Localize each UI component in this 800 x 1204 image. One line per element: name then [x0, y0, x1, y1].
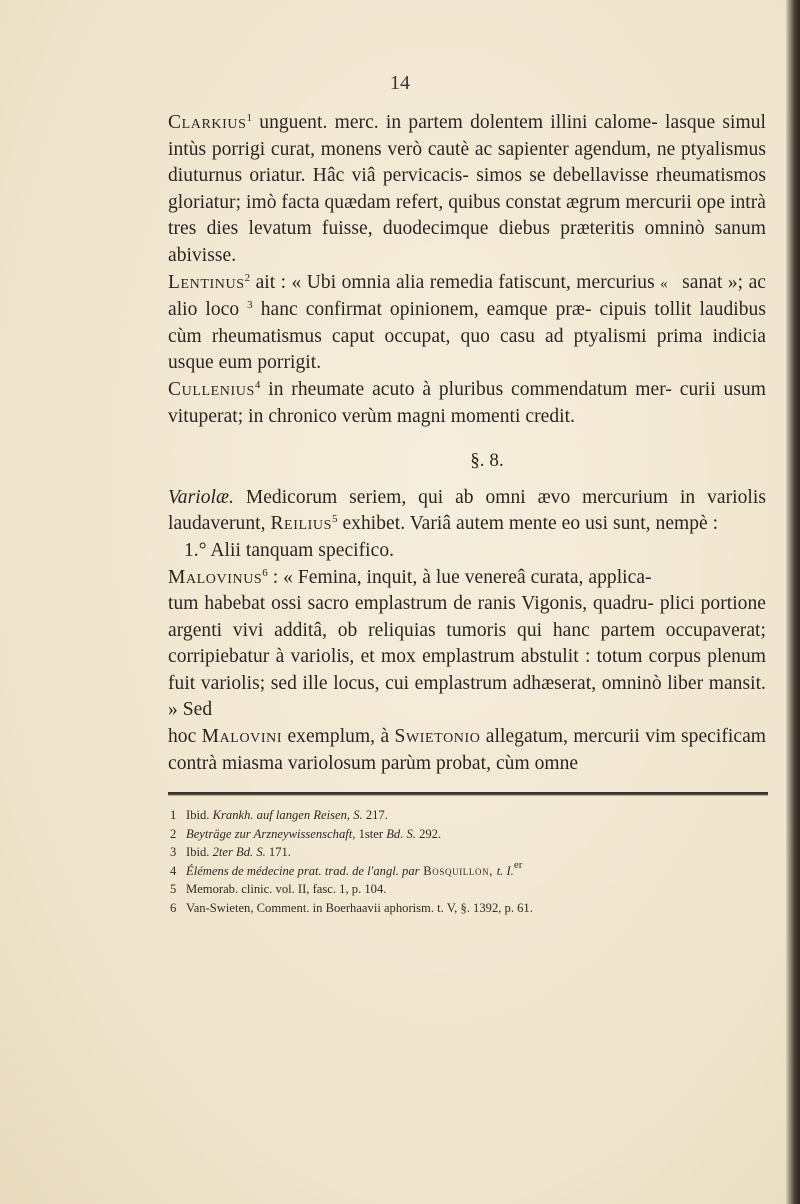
text-line: hanc confirmat opinionem, eamque præ-: [252, 299, 592, 321]
footnotes: [170, 806, 770, 918]
footnote-title: Beyträge zur Arzneywissenschaft: [186, 826, 353, 841]
footnote-text: er: [513, 858, 523, 871]
author-name: Reilius: [270, 513, 332, 535]
footnote-text: 171.: [265, 845, 291, 860]
footnote-text: Van-Swieten, Comment. in Boerhaavii aphorism. t. V, §. 1392, p. 61.: [186, 900, 533, 915]
section-keyword: Variolæ.: [168, 486, 234, 508]
footnote: [170, 858, 770, 881]
text-line: unguent. merc. in partem dolentem illini calome-: [252, 112, 658, 133]
author-name: Malovinus: [168, 566, 263, 588]
footnote-text: ,: [346, 808, 354, 822]
footnote-text: 292.: [415, 826, 442, 841]
paragraph-cullenius: [168, 377, 766, 430]
text-line: sanat »; ac alio loco: [168, 271, 766, 321]
text-line: usi sunt, nempè :: [585, 513, 719, 535]
text-line: exhibet. Variâ autem mente eo: [337, 513, 581, 535]
author-name: Swietonio: [394, 726, 481, 748]
section-heading: §. 8.: [470, 450, 504, 472]
footnote-ref-italic: Bd. S.: [386, 826, 416, 841]
footnote-number: 1: [170, 808, 177, 822]
paragraph-variolae: [168, 485, 766, 538]
page-edge-shadow: [786, 0, 800, 1204]
footnote-ref: 2: [244, 271, 251, 284]
footnote-text: Bosquillon,: [419, 863, 497, 878]
paragraph-clarkius: [168, 110, 766, 270]
footnote-ref: 4: [254, 378, 261, 391]
text-line: emplastrum abstulit : totum corpus plenum fuit variolis; sed ille: [168, 646, 766, 694]
footnote-ref: 3: [247, 299, 253, 312]
footnote-number: 2: [170, 826, 177, 841]
footnote-ref-italic: t. I.: [496, 863, 514, 878]
author-name: Clarkius: [168, 112, 247, 133]
list-item: 1.° Alii tanquam specifico.: [184, 539, 395, 561]
footnote-ref: 6: [262, 566, 268, 579]
footnote-ref: 1: [246, 112, 253, 124]
text-line: fuisse, duodecimque diebus præteritis omninò sanum abivisse.: [168, 218, 766, 266]
paragraph-swietonio: [168, 724, 766, 777]
text-line: plici portione argenti vivi additâ, ob reliquias tumoris qui: [168, 593, 766, 641]
footnote-number: 4: [170, 863, 177, 878]
text-line: variolis laudaverunt,: [168, 486, 766, 535]
footnote-title: Élémens de médecine prat. trad. de l'angl. par: [186, 863, 420, 878]
footnote-text: Ibid.: [186, 845, 213, 860]
quote-mark: «: [660, 275, 668, 292]
text-line: specificam contrà miasma variolosum parùm probat, cùm omne: [168, 726, 766, 774]
page-number: 14: [390, 72, 410, 94]
footnote-text: 217.: [362, 808, 388, 822]
text-line: lasque simul intùs porrigi curat, monens verò cautè ac sapienter: [168, 112, 766, 160]
footnote: [170, 806, 770, 825]
text-line: cipuis tollit laudibus cùm rheumatismus caput occupat, quo casu: [168, 299, 766, 347]
main-text: [168, 110, 766, 777]
text-line: locus, cui emplastrum adhæserat, omninò liber mansit. » Sed: [168, 672, 766, 721]
footnote-text: , 1ster: [352, 826, 387, 841]
footnote-divider: [168, 792, 768, 796]
text-line: exemplum, à: [282, 726, 395, 748]
text-line: Medicorum seriem, qui ab omni ævo mercurium in: [233, 486, 696, 508]
text-line: hanc partem occupaverat; corripiebatur à variolis, et mox: [168, 619, 766, 668]
footnote: [170, 843, 770, 862]
paragraph-lentinus: [168, 270, 766, 377]
text-line: ad ptyalismi prima indicia usque eum porrigit.: [168, 325, 766, 374]
paragraph-malovinus: [168, 565, 766, 592]
author-name: Malovini: [201, 726, 283, 748]
text-line: refert, quibus constat ægrum mercurii ope intrà tres dies levatum: [168, 191, 766, 240]
text-line: : « Femina, inquit, à lue venereâ curata, applica-: [267, 566, 652, 588]
text-line: allegatum, mercurii vim: [480, 726, 676, 748]
footnote: [170, 899, 770, 918]
footnote-ref-italic: S.: [353, 808, 363, 822]
footnote-text: Ibid.: [186, 808, 213, 822]
text-line: hoc: [168, 726, 202, 748]
author-name: Cullenius: [168, 378, 255, 400]
text-line: simos se debellavisse rheumatismos gloriatur; imò facta quædam: [168, 165, 766, 213]
text-line: agendum, ne ptyalismus diuturnus oriatur. Hâc viâ pervicacis-: [168, 138, 766, 187]
footnote-title: Krankh. auf langen Reisen: [212, 808, 347, 822]
text-line: curii usum vituperat; in chronico verùm magni momenti credit.: [168, 378, 766, 427]
text-line: ait : « Ubi omnia alia remedia fatiscunt, mercurius: [250, 271, 655, 293]
footnote-number: 3: [170, 845, 177, 860]
footnote-number: 5: [170, 882, 177, 897]
footnote-title: 2ter Bd. S.: [212, 845, 266, 860]
text-line: tum habebat ossi sacro emplastrum de ranis Vigonis, quadru-: [168, 593, 654, 615]
footnote-number: 6: [170, 900, 177, 915]
author-name: Lentinus: [168, 271, 245, 293]
quote-block: [168, 591, 766, 724]
text-line: in rheumate acuto à pluribus commendatum mer-: [260, 378, 672, 400]
footnote: [170, 880, 770, 899]
footnote-text: Memorab. clinic. vol. II, fasc. 1, p. 104.: [186, 882, 387, 897]
footnote: [170, 825, 770, 844]
footnote-ref: 5: [331, 513, 338, 526]
